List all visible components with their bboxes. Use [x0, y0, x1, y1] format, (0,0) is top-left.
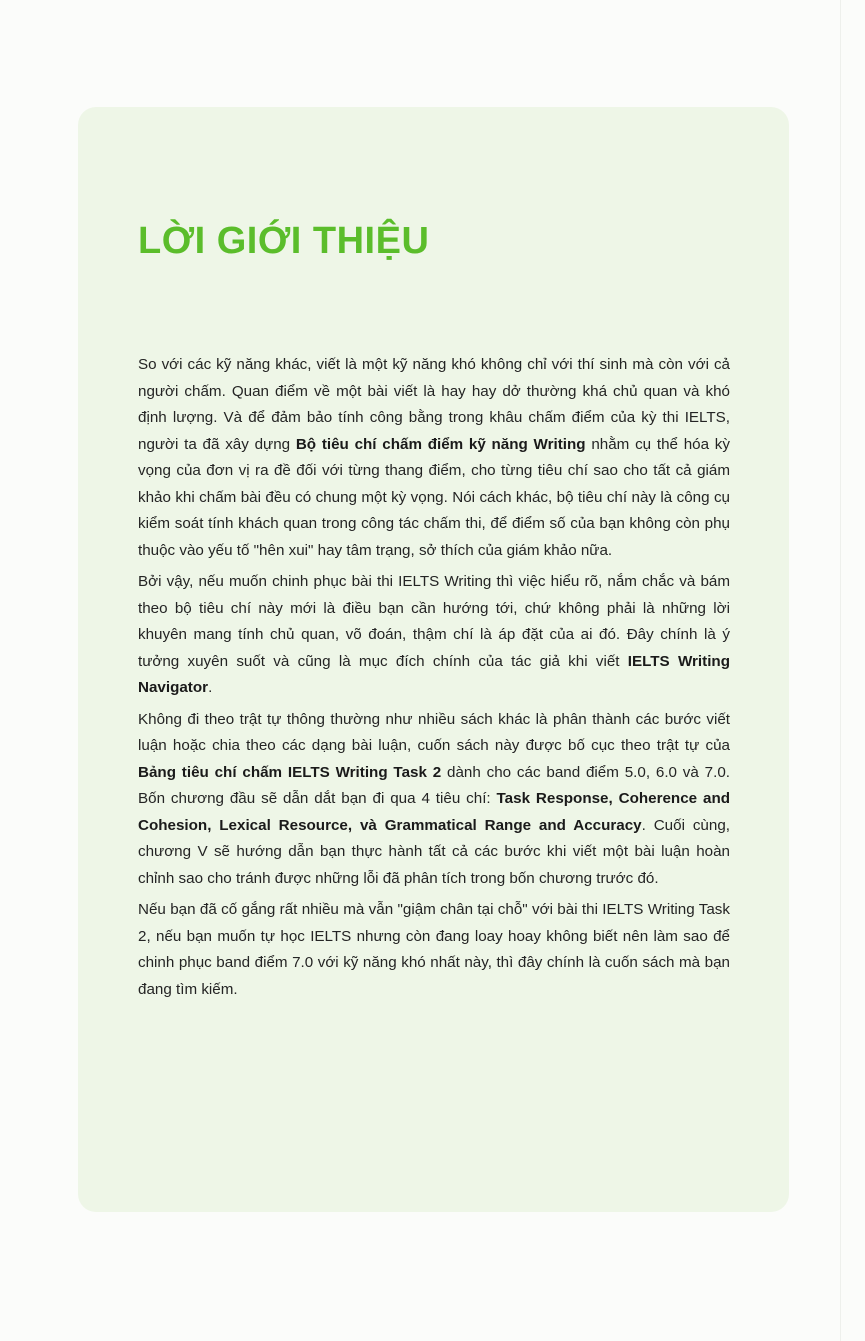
- paragraph-4: [138, 897, 730, 1003]
- intro-panel: [78, 107, 789, 1212]
- paragraph-1-text-1: So với các kỹ năng khác, viết là một kỹ năng khó không chỉ với thí sinh mà còn với cả người chấm. Quan điểm về một bài viết là hay hay dở thường khá chủ quan và khó định lượng. Và để đảm bảo tính công bằng trong khâu chấm điểm của kỳ thi IELTS, người ta đã xây dựng: [138, 356, 730, 453]
- paragraph-2-text-1: Bởi vậy, nếu muốn chinh phục bài thi IELTS Writing thì việc hiểu rõ, nắm chắc và bám theo bộ tiêu chí này mới là điều bạn cần hướng tới, chứ không phải là những lời khuyên mang tính chủ quan, võ đoán, thậm chí là áp đặt của ai đó. Đây chính là ý tưởng xuyên suốt và cũng là mục đích chính của tác giả khi viết: [138, 573, 730, 670]
- page-title: LỜI GIỚI THIỆU: [138, 220, 430, 262]
- paragraph-4-text-1: Nếu bạn đã cố gắng rất nhiều mà vẫn "giậm chân tại chỗ" với bài thi IELTS Writing Task 2, nếu bạn muốn tự học IELTS nhưng còn đang loay hoay không biết nên làm sao để chinh phục band điểm 7.0 với kỹ năng khó nhất này, thì đây chính là cuốn sách mà bạn đang tìm kiếm.: [138, 901, 730, 998]
- page-edge-line: [840, 0, 841, 1341]
- paragraph-2: [138, 569, 730, 702]
- paragraph-3-bold-1: Bảng tiêu chí chấm IELTS Writing Task 2: [138, 763, 442, 781]
- paragraph-2-text-2: .: [208, 679, 213, 696]
- paragraph-3-text-2: dành cho các band điểm 5.0, 6.0 và 7.0. Bốn chương đầu sẽ dẫn dắt bạn đi qua 4 tiêu chí:: [138, 763, 730, 807]
- paragraph-1: [138, 352, 730, 564]
- paragraph-1-bold-1: Bộ tiêu chí chấm điểm kỹ năng Writing: [295, 435, 586, 453]
- paragraph-3-text-3: . Cuối cùng, chương V sẽ hướng dẫn bạn thực hành tất cả các bước khi viết một bài luận hoàn chỉnh sao cho tránh được những lỗi đã phân tích trong bốn chương trước đó.: [138, 816, 730, 887]
- paragraph-2-bold-1: IELTS Writing Navigator: [138, 652, 730, 696]
- paragraph-1-text-2: nhằm cụ thể hóa kỳ vọng của đơn vị ra đề đối với từng thang điểm, cho từng tiêu chí sao cho tất cả giám khảo khi chấm bài đều có chung một kỳ vọng. Nói cách khác, bộ tiêu chí này là công cụ kiểm soát tính khách quan trong công tác chấm thi, để điểm số của bạn không còn phụ thuộc vào yếu tố "hên xui" hay tâm trạng, sở thích của giám khảo nữa.: [138, 435, 730, 559]
- paragraph-3-bold-2: Task Response, Coherence and Cohesion, Lexical Resource, và Grammatical Range and Accuracy: [138, 790, 730, 834]
- paragraph-3: [138, 707, 730, 893]
- intro-body: [138, 352, 730, 1008]
- paragraph-3-text-1: Không đi theo trật tự thông thường như nhiều sách khác là phân thành các bước viết luận hoặc chia theo các dạng bài luận, cuốn sách này được bố cục theo trật tự của: [138, 710, 730, 754]
